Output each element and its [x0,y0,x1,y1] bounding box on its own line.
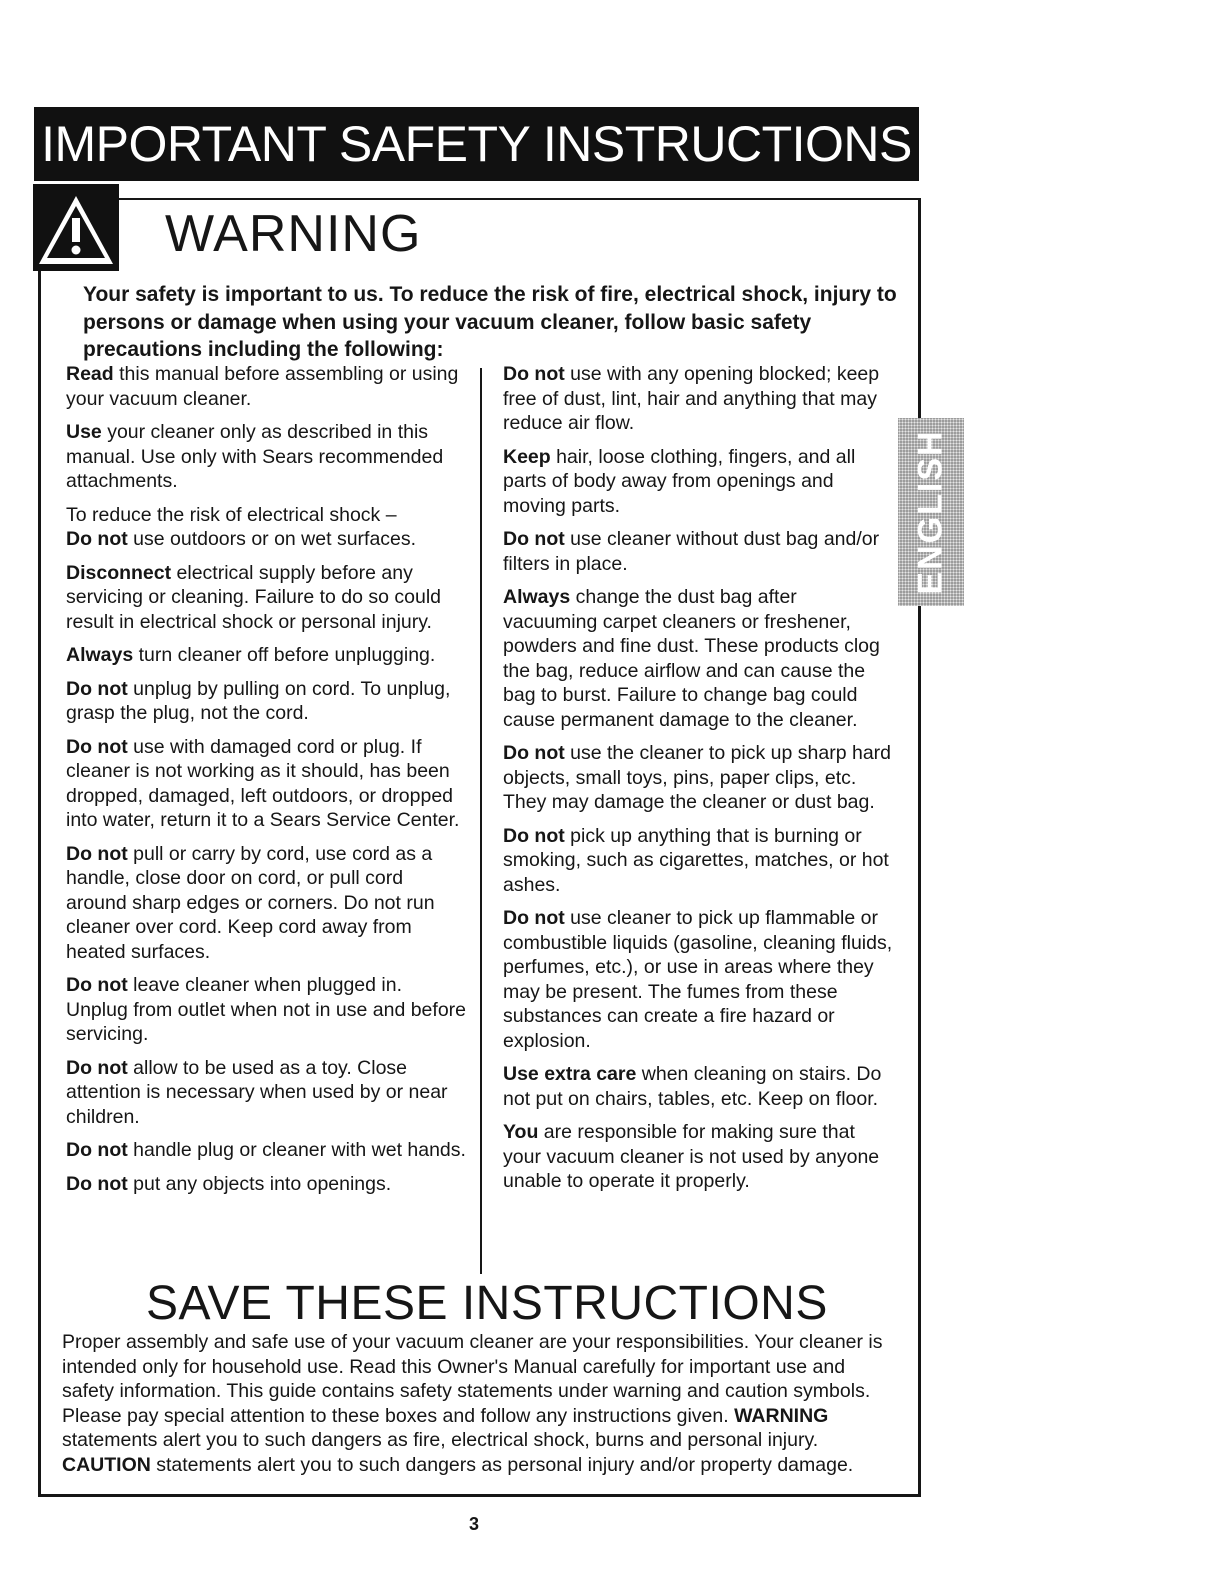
instruction-keyword: Always [503,586,571,608]
instruction-text: use cleaner to pick up flammable or combustible liquids (gasoline, cleaning fluids, perfumes, etc.), or use in areas where they may be present. The fumes from these substances can create a fire hazard or explosion. [503,907,893,1052]
closing-text: statements alert you to such dangers as personal injury and/or property damage. [150,1453,854,1476]
closing-paragraph [62,1330,892,1477]
instruction-prefix: To reduce the risk of electrical shock – [66,503,397,526]
instruction-text: put any objects into openings. [127,1172,392,1195]
instruction-text: are responsible for making sure that your vacuum cleaner is not used by anyone unable to operate it properly. [503,1121,880,1192]
instruction-text: use outdoors or on wet surfaces. [127,528,417,550]
warning-keyword: WARNING [734,1404,829,1427]
instruction-text: unplug by pulling on cord. To unplug, grasp the plug, not the cord. [66,677,451,724]
instruction-text: leave cleaner when plugged in. Unplug from outlet when not in use and before servicing. [66,974,467,1045]
instruction-text: allow to be used as a toy. Close attention is necessary when used by or near children. [66,1056,448,1128]
instruction-item [503,585,895,732]
instruction-item [66,1138,466,1163]
instruction-text: use with any opening blocked; keep free of dust, lint, hair and anything that may reduce air flow. [503,363,880,434]
instruction-keyword: Always [66,644,134,666]
instruction-item [503,1062,895,1111]
instruction-keyword: Do not [66,677,128,700]
instruction-keyword: Do not [503,363,565,385]
instruction-keyword: Do not [66,528,128,550]
instruction-keyword: Use [66,421,102,443]
instruction-keyword: You [503,1121,539,1143]
instruction-item [66,735,466,833]
instruction-keyword: Do not [66,1172,128,1195]
instruction-keyword: Do not [503,824,565,847]
language-tab-label: ENGLISH [911,429,950,595]
instruction-text: when cleaning on stairs. Do not put on chairs, tables, etc. Keep on floor. [503,1063,882,1110]
instruction-item [66,973,466,1047]
instruction-text: hair, loose clothing, fingers, and all parts of body away from openings and moving parts. [503,445,856,517]
instruction-item [503,906,895,1053]
instruction-item [66,842,466,965]
warning-intro: Your safety is important to us. To reduce the risk of fire, electrical shock, injury to persons or damage when using your vacuum cleaner, follow basic safety precautions including the following: [83,283,897,361]
closing-text: statements alert you to such dangers as fire, electrical shock, burns and personal injury. [62,1429,819,1451]
column-divider [480,368,482,1274]
instruction-keyword: Read [66,363,114,385]
instruction-keyword: Do not [66,1056,128,1079]
page-number: 3 [468,1514,479,1534]
instruction-item [503,362,895,436]
instruction-item [503,824,895,898]
instruction-item [503,445,895,519]
instruction-text: change the dust bag after vacuuming carpet cleaners or freshener, powders and fine dust. These products clog the bag, reduce airflow and can cause the bag to burst. Failure to change bag could cause permanent damage to the cleaner. [503,586,880,731]
instruction-item [503,741,895,815]
instruction-keyword: Do not [503,528,565,550]
instruction-text: pull or carry by cord, use cord as a handle, close door on cord, or pull cord around sharp edges or corners. Do not run cleaner over cord. Keep cord away from heated surfaces. [66,842,435,963]
instruction-item [66,1172,466,1197]
instruction-item [66,1056,466,1130]
right-instructions-column [503,362,895,1203]
left-instructions-column [66,362,466,1205]
instruction-text: use cleaner without dust bag and/or filters in place. [503,528,880,575]
instruction-text: electrical supply before any servicing or cleaning. Failure to do so could result in electrical shock or personal injury. [66,561,442,633]
instruction-keyword: Do not [66,1139,128,1161]
instruction-item [503,527,895,576]
instruction-item [66,362,466,411]
instruction-text: your cleaner only as described in this manual. Use only with Sears recommended attachments. [66,421,444,492]
instruction-text: use the cleaner to pick up sharp hard objects, small toys, pins, paper clips, etc. They may damage the cleaner or dust bag. [503,742,892,813]
instruction-text: this manual before assembling or using your vacuum cleaner. [66,363,459,410]
instruction-item [66,643,466,668]
instruction-item [66,503,466,552]
instruction-keyword: Do not [503,742,565,764]
warning-title: WARNING [165,205,422,263]
instruction-item [66,561,466,635]
instruction-text: use with damaged cord or plug. If cleaner is not working as it should, has been dropped, damaged, left outdoors, or dropped into water, return it to a Sears Service Center. [66,735,460,831]
instruction-keyword: Use extra care [503,1063,637,1085]
instruction-text: turn cleaner off before unplugging. [133,644,436,666]
instruction-item [503,1120,895,1194]
instruction-keyword: Do not [503,907,565,929]
instruction-keyword: Do not [66,974,128,996]
instruction-item [66,677,466,726]
caution-keyword: CAUTION [62,1453,151,1476]
instruction-keyword: Do not [66,735,128,758]
save-instructions-heading: SAVE THESE INSTRUCTIONS [146,1277,828,1330]
instruction-text: handle plug or cleaner with wet hands. [127,1139,466,1161]
warning-triangle-icon [33,184,119,271]
page-banner-title: IMPORTANT SAFETY INSTRUCTIONS [34,107,919,181]
language-side-tab [898,418,964,606]
instruction-item [66,420,466,494]
instruction-keyword: Do not [66,842,128,865]
instruction-text: pick up anything that is burning or smoking, such as cigarettes, matches, or hot ashes. [503,824,889,896]
closing-text: Proper assembly and safe use of your vacuum cleaner are your responsibilities. Your cleaner is intended only for household use. Read this Owner's Manual carefully for important use and safety information. This guide contains safety statements under warning and caution symbols. Please pay special attention to these boxes and follow any instructions given. [62,1331,883,1427]
instruction-keyword: Disconnect [66,561,172,584]
instruction-keyword: Keep [503,445,551,468]
